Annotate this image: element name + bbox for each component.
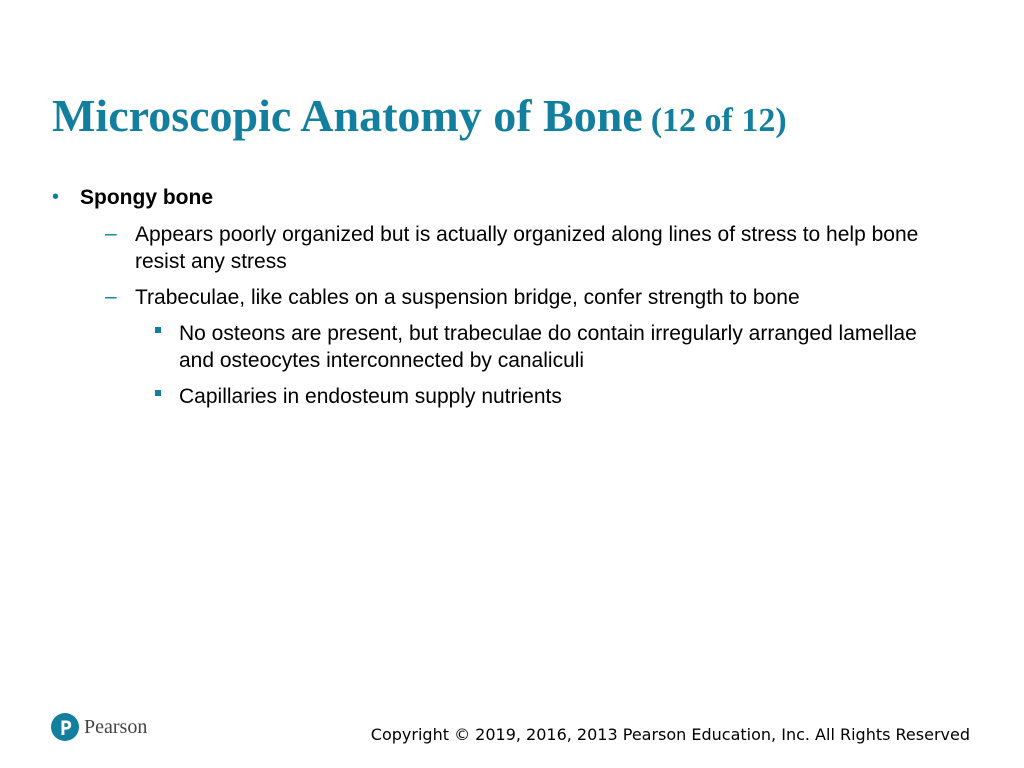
bullet-square-icon [155, 390, 161, 396]
bullet-level2 [52, 284, 952, 311]
pearson-p-icon [51, 713, 79, 741]
pearson-logo [51, 713, 147, 741]
bullet-text: Spongy bone [80, 186, 213, 209]
bullet-level3 [52, 383, 952, 410]
bullet-level2 [52, 221, 952, 275]
bullet-dash-icon: – [105, 285, 117, 308]
bullet-text: No osteons are present, but trabeculae do contain irregularly arranged lamellae and osteocytes interconnected by canaliculi [179, 322, 917, 372]
bullet-text: Capillaries in endosteum supply nutrients [179, 385, 562, 408]
bullet-dot-icon: • [52, 186, 60, 208]
bullet-text: Trabeculae, like cables on a suspension bridge, confer strength to bone [135, 286, 800, 309]
title-main: Microscopic Anatomy of Bone [52, 90, 643, 141]
bullet-text: Appears poorly organized but is actually organized along lines of stress to help bone resist any stress [135, 223, 919, 273]
bullet-list [52, 184, 952, 419]
pearson-wordmark: Pearson [84, 715, 148, 738]
slide-title [52, 88, 787, 143]
bullet-level3 [52, 320, 952, 374]
bullet-square-icon [155, 327, 161, 333]
bullet-level1 [52, 184, 952, 211]
copyright-text: Copyright © 2019, 2016, 2013 Pearson Education, Inc. All Rights Reserved [370, 725, 970, 744]
title-part-indicator: (12 of 12) [650, 102, 787, 139]
bullet-dash-icon: – [105, 222, 117, 245]
